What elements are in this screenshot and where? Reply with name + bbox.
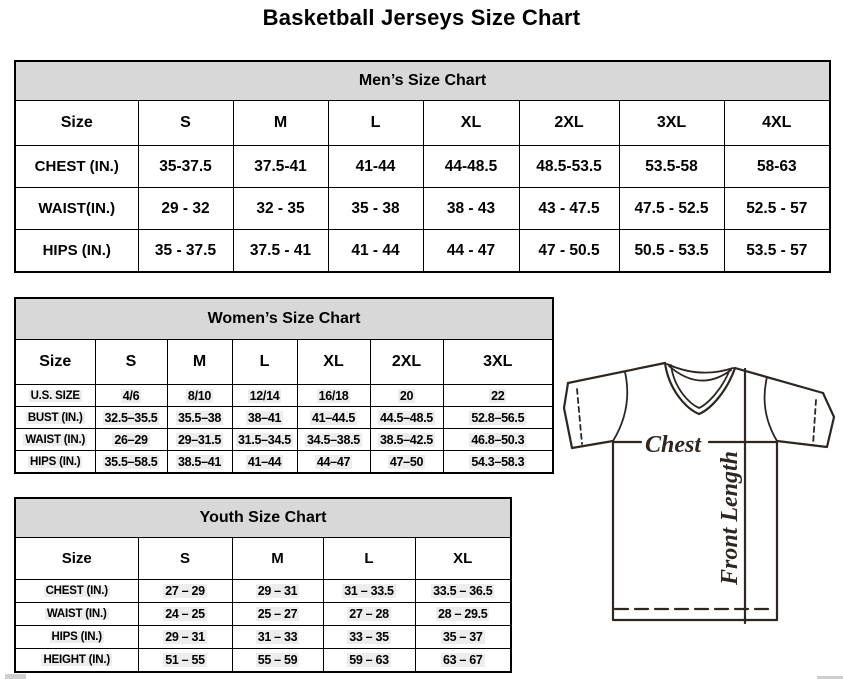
cell-value: 31 – 33: [257, 630, 298, 644]
table-cell: [415, 649, 511, 673]
table-cell: [138, 146, 233, 188]
row-label-text: CHEST (IN.): [34, 158, 119, 175]
table-cell: [415, 580, 511, 603]
cell-value: 33 – 35: [349, 630, 389, 644]
cell-value: 8/10: [187, 388, 212, 403]
table-cell: [232, 580, 323, 603]
row-label-text: HEIGHT (IN.): [43, 654, 111, 666]
cell-value: 29–31.5: [177, 432, 222, 447]
table-cell: [724, 188, 830, 230]
table-cell: [370, 407, 443, 429]
table-cell: [138, 580, 232, 603]
column-header-l: L: [323, 538, 415, 580]
row-label-text: WAIST(IN.): [38, 200, 116, 217]
table-cell: [423, 230, 519, 273]
cell-value: 38 - 43: [446, 199, 496, 217]
table-cell: [323, 580, 415, 603]
table-cell: [297, 451, 370, 474]
cell-value: 31.5–34.5: [238, 432, 291, 447]
front-length-label: Front Length: [717, 450, 743, 586]
cell-value: 63 – 67: [442, 653, 483, 667]
jersey-top-left-edge: [568, 363, 665, 383]
table-cell: [138, 626, 232, 649]
row-label: [15, 580, 138, 603]
table-cell: [370, 451, 443, 474]
cell-value: 48.5-53.5: [536, 157, 602, 175]
table-cell: [232, 626, 323, 649]
table-cell: [232, 603, 323, 626]
cell-value: 35.5–58.5: [104, 454, 158, 469]
row-label: [15, 146, 138, 188]
column-header-s: S: [138, 538, 232, 580]
row-label-text: CHEST (IN.): [45, 585, 108, 597]
cell-value: 35 – 37: [442, 630, 483, 644]
cell-value: 4/6: [122, 388, 140, 403]
table-cell: [519, 188, 619, 230]
table-cell: [233, 230, 328, 273]
table-cell: [370, 429, 443, 451]
cell-value: 24 – 25: [165, 607, 205, 621]
cell-value: 29 – 31: [165, 630, 205, 644]
column-header-2xl: 2XL: [519, 101, 619, 146]
row-label: [15, 230, 138, 273]
table-cell: [297, 385, 370, 407]
cell-value: 44–47: [316, 454, 351, 469]
table-cell: [167, 429, 232, 451]
jersey-left-seam: [613, 372, 627, 441]
table-cell: [443, 451, 553, 474]
cell-value: 35-37.5: [159, 157, 212, 175]
mens-size-table: [14, 60, 831, 273]
row-label-text: U.S. SIZE: [30, 389, 80, 402]
column-header-xl: XL: [423, 101, 519, 146]
jersey-right-cuff-dashes: [813, 400, 816, 445]
cell-value: 35 - 38: [351, 199, 400, 217]
men-table-header: Men’s Size Chart: [15, 61, 830, 101]
size-label: Size: [15, 101, 138, 146]
row-label-text: BUST (IN.): [27, 411, 83, 424]
scrollbar-fragment-left: [5, 674, 26, 679]
row-label-text: HIPS (IN.): [42, 242, 111, 259]
cell-value: 55 – 59: [257, 653, 298, 667]
cell-value: 31 – 33.5: [344, 584, 394, 598]
row-label: [15, 429, 95, 451]
cell-value: 34.5–38.5: [307, 432, 360, 447]
cell-value: 44 - 47: [446, 241, 496, 259]
row-label-text: WAIST (IN.): [46, 608, 107, 620]
table-cell: [443, 385, 553, 407]
cell-value: 59 – 63: [349, 653, 389, 667]
column-header-xl: XL: [297, 340, 370, 385]
jersey-body: [613, 441, 777, 620]
cell-value: 47–50: [389, 454, 424, 469]
size-label: Size: [15, 538, 138, 580]
cell-value: 38.5–41: [177, 454, 222, 469]
cell-value: 35.5–38: [177, 410, 222, 425]
table-cell: [323, 603, 415, 626]
column-header-3xl: 3XL: [443, 340, 553, 385]
cell-value: 41 - 44: [351, 241, 400, 259]
table-cell: [423, 146, 519, 188]
cell-value: 27 – 28: [349, 607, 389, 621]
cell-value: 41-44: [355, 157, 396, 175]
table-cell: [233, 188, 328, 230]
cell-value: 54.3–58.3: [471, 454, 525, 469]
column-header-s: S: [95, 340, 167, 385]
cell-value: 41–44: [247, 454, 282, 469]
table-cell: [328, 188, 423, 230]
cell-value: 37.5-41: [254, 157, 307, 175]
jersey-diagram: [555, 353, 843, 655]
table-cell: [619, 188, 724, 230]
column-header-3xl: 3XL: [619, 101, 724, 146]
row-label: [15, 603, 138, 626]
youth-size-table: [14, 497, 512, 673]
table-cell: [619, 230, 724, 273]
cell-value: 51 – 55: [165, 653, 205, 667]
jersey-right-sleeve: [777, 393, 834, 447]
row-label: [15, 188, 138, 230]
jersey-left-cuff-dashes: [577, 389, 582, 444]
cell-value: 43 - 47.5: [538, 199, 600, 217]
table-cell: [323, 649, 415, 673]
youth-table-header: Youth Size Chart: [15, 498, 511, 538]
table-cell: [138, 649, 232, 673]
table-cell: [233, 146, 328, 188]
size-label: Size: [15, 340, 95, 385]
cell-value: 52.5 - 57: [746, 199, 808, 217]
table-cell: [724, 230, 830, 273]
column-header-l: L: [232, 340, 297, 385]
cell-value: 53.5-58: [645, 157, 698, 175]
cell-value: 46.8–50.3: [471, 432, 525, 447]
cell-value: 29 – 31: [257, 584, 298, 598]
row-label-text: HIPS (IN.): [51, 631, 102, 643]
row-label-text: HIPS (IN.): [30, 455, 81, 468]
table-cell: [232, 385, 297, 407]
row-label: [15, 451, 95, 474]
column-header-xl: XL: [415, 538, 511, 580]
table-cell: [519, 230, 619, 273]
cell-value: 47.5 - 52.5: [634, 199, 709, 217]
jersey-top-right-edge: [735, 368, 823, 393]
table-cell: [297, 429, 370, 451]
cell-value: 53.5 - 57: [746, 241, 808, 259]
table-cell: [138, 603, 232, 626]
table-cell: [370, 385, 443, 407]
column-header-m: M: [232, 538, 323, 580]
cell-value: 32 - 35: [256, 199, 305, 217]
cell-value: 12/14: [249, 388, 280, 403]
cell-value: 28 – 29.5: [438, 607, 488, 621]
table-cell: [328, 146, 423, 188]
table-cell: [95, 407, 167, 429]
column-header-2xl: 2XL: [370, 340, 443, 385]
column-header-4xl: 4XL: [724, 101, 830, 146]
row-label: [15, 407, 95, 429]
table-cell: [519, 146, 619, 188]
cell-value: 38.5–42.5: [380, 432, 433, 447]
table-cell: [423, 188, 519, 230]
jersey-right-seam: [765, 377, 777, 441]
table-cell: [167, 407, 232, 429]
table-cell: [232, 451, 297, 474]
table-cell: [415, 626, 511, 649]
cell-value: 44.5–48.5: [380, 410, 433, 425]
cell-value: 25 – 27: [257, 607, 298, 621]
cell-value: 52.8–56.5: [471, 410, 525, 425]
cell-value: 38–41: [247, 410, 282, 425]
cell-value: 35 - 37.5: [154, 241, 217, 259]
jersey-left-sleeve: [564, 383, 613, 448]
table-cell: [328, 230, 423, 273]
table-cell: [232, 429, 297, 451]
table-cell: [724, 146, 830, 188]
cell-value: 27 – 29: [165, 584, 205, 598]
row-label-text: WAIST (IN.): [25, 433, 86, 446]
cell-value: 26–29: [114, 432, 148, 447]
table-cell: [619, 146, 724, 188]
column-header-s: S: [138, 101, 233, 146]
table-cell: [415, 603, 511, 626]
womens-size-table: [14, 297, 554, 474]
table-cell: [167, 451, 232, 474]
column-header-l: L: [328, 101, 423, 146]
table-cell: [95, 385, 167, 407]
cell-value: 50.5 - 53.5: [634, 241, 709, 259]
cell-value: 32.5–35.5: [104, 410, 158, 425]
cell-value: 16/18: [318, 388, 349, 403]
cell-value: 58-63: [756, 157, 797, 175]
cell-value: 41–44.5: [311, 410, 356, 425]
table-cell: [95, 451, 167, 474]
row-label: [15, 385, 95, 407]
table-cell: [297, 407, 370, 429]
column-header-m: M: [233, 101, 328, 146]
table-cell: [95, 429, 167, 451]
cell-value: 44-48.5: [444, 157, 498, 175]
table-cell: [443, 407, 553, 429]
cell-value: 37.5 - 41: [249, 241, 312, 259]
chest-label: Chest: [645, 432, 702, 458]
table-cell: [323, 626, 415, 649]
row-label: [15, 626, 138, 649]
page-title: Basketball Jerseys Size Chart: [262, 5, 581, 30]
table-cell: [232, 407, 297, 429]
table-cell: [443, 429, 553, 451]
cell-value: 29 - 32: [161, 199, 210, 217]
cell-value: 20: [399, 388, 414, 403]
row-label: [15, 649, 138, 673]
table-cell: [138, 188, 233, 230]
column-header-m: M: [167, 340, 232, 385]
cell-value: 33.5 – 36.5: [433, 584, 493, 598]
women-table-header: Women’s Size Chart: [15, 298, 553, 340]
table-cell: [167, 385, 232, 407]
cell-value: 22: [491, 388, 505, 403]
table-cell: [138, 230, 233, 273]
cell-value: 47 - 50.5: [538, 241, 600, 259]
table-cell: [232, 649, 323, 673]
